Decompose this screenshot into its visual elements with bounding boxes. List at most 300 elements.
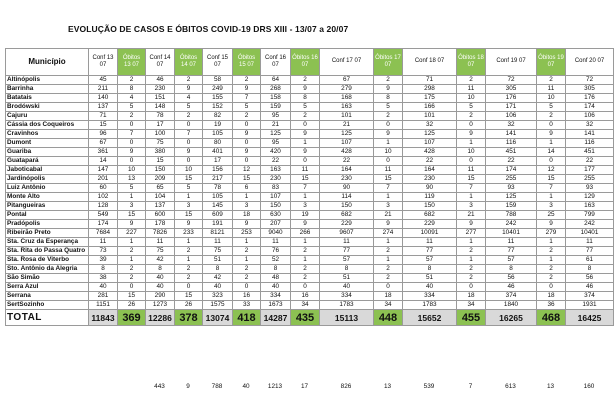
- header-cell: Conf 20 07: [566, 49, 614, 76]
- table-cell: 1151: [89, 301, 118, 310]
- table-cell: 9: [175, 148, 203, 157]
- table-row: [6, 247, 614, 256]
- table-cell: 0: [291, 283, 320, 292]
- table-row: [6, 265, 614, 274]
- table-cell: 174: [89, 220, 118, 229]
- daily-increase-cell: [88, 382, 117, 391]
- table-cell: 76: [261, 247, 291, 256]
- municipio-name: São Simão: [6, 274, 89, 283]
- table-cell: 229: [320, 220, 374, 229]
- table-cell: 5: [457, 103, 486, 112]
- total-cell: 378: [175, 310, 203, 326]
- table-row: [6, 292, 614, 301]
- table-cell: 1: [175, 193, 203, 202]
- daily-increase-cell: 1213: [267, 383, 283, 390]
- table-cell: 0: [537, 157, 566, 166]
- table-cell: 4: [118, 94, 146, 103]
- table-cell: 8: [261, 265, 291, 274]
- table-row: [6, 301, 614, 310]
- table-cell: 1: [118, 193, 146, 202]
- table-cell: 15: [374, 175, 403, 184]
- table-cell: 125: [403, 130, 457, 139]
- municipio-name: Altinópolis: [6, 76, 89, 85]
- table-cell: 3: [291, 202, 320, 211]
- table-cell: 150: [146, 166, 175, 175]
- table-row: [6, 94, 614, 103]
- table-cell: 201: [89, 175, 118, 184]
- table-cell: 799: [566, 211, 614, 220]
- table-cell: 242: [566, 220, 614, 229]
- table-cell: 1: [118, 256, 146, 265]
- table-cell: 0: [118, 283, 146, 292]
- table-cell: 22: [566, 157, 614, 166]
- daily-increase-cell: 443: [154, 383, 165, 390]
- table-cell: 5: [374, 103, 403, 112]
- table-cell: 0: [291, 121, 320, 130]
- table-cell: 39: [89, 256, 118, 265]
- table-cell: 428: [320, 148, 374, 157]
- table-cell: 1: [374, 193, 403, 202]
- municipio-name: Luiz Antônio: [6, 184, 89, 193]
- table-cell: 15: [175, 175, 203, 184]
- table-cell: 1: [118, 238, 146, 247]
- table-cell: 46: [566, 283, 614, 292]
- table-cell: 107: [320, 139, 374, 148]
- table-cell: 15: [89, 121, 118, 130]
- table-cell: 255: [486, 175, 537, 184]
- table-cell: 11: [89, 238, 118, 247]
- table-cell: 9607: [320, 229, 374, 238]
- table-cell: 7826: [146, 229, 175, 238]
- table-cell: 451: [486, 148, 537, 157]
- table-cell: 9: [291, 85, 320, 94]
- table-cell: 75: [146, 247, 175, 256]
- municipio-name: Sta. Rita do Passa Quatro: [6, 247, 89, 256]
- table-row: [6, 211, 614, 220]
- table-cell: 290: [146, 292, 175, 301]
- table-cell: 21: [457, 211, 486, 220]
- table-cell: 2: [457, 265, 486, 274]
- header-cell: Óbitos 19 07: [537, 49, 566, 76]
- table-cell: 8: [118, 85, 146, 94]
- table-cell: 2: [118, 274, 146, 283]
- table-cell: 164: [403, 166, 457, 175]
- table-cell: 57: [486, 256, 537, 265]
- table-cell: 140: [89, 94, 118, 103]
- table-cell: 2: [537, 274, 566, 283]
- table-cell: 15: [291, 175, 320, 184]
- table-cell: 15: [233, 175, 261, 184]
- table-cell: 17: [146, 121, 175, 130]
- table-cell: 0: [118, 139, 146, 148]
- table-cell: 1: [233, 193, 261, 202]
- table-cell: 8: [566, 265, 614, 274]
- table-cell: 40: [203, 283, 233, 292]
- table-cell: 93: [566, 184, 614, 193]
- table-cell: 119: [403, 193, 457, 202]
- header-cell: Conf 19 07: [486, 49, 537, 76]
- table-cell: 1783: [320, 301, 374, 310]
- table-cell: 40: [403, 283, 457, 292]
- table-cell: 2: [291, 247, 320, 256]
- table-cell: 0: [537, 283, 566, 292]
- table-cell: 2: [175, 274, 203, 283]
- municipio-name: Batatais: [6, 94, 89, 103]
- table-cell: 150: [261, 202, 291, 211]
- table-cell: 9: [291, 220, 320, 229]
- table-cell: 141: [566, 130, 614, 139]
- table-cell: 12: [233, 166, 261, 175]
- municipio-name: Jaboticabal: [6, 166, 89, 175]
- table-cell: 2: [374, 274, 403, 283]
- table-cell: 334: [403, 292, 457, 301]
- header-cell: Óbitos 13 07: [118, 49, 146, 76]
- table-cell: 14: [89, 157, 118, 166]
- table-cell: 137: [89, 103, 118, 112]
- table-cell: 11: [261, 238, 291, 247]
- municipio-name: Sta. Cruz da Esperança: [6, 238, 89, 247]
- table-cell: 34: [374, 301, 403, 310]
- table-cell: 3: [374, 202, 403, 211]
- table-cell: 58: [203, 76, 233, 85]
- table-cell: 8: [89, 265, 118, 274]
- table-cell: 163: [320, 103, 374, 112]
- table-cell: 230: [403, 175, 457, 184]
- total-cell: 418: [233, 310, 261, 326]
- table-cell: 4: [175, 94, 203, 103]
- total-cell: 455: [457, 310, 486, 326]
- table-cell: 34: [291, 301, 320, 310]
- table-cell: 150: [403, 202, 457, 211]
- table-cell: 0: [118, 121, 146, 130]
- table-cell: 8: [403, 265, 457, 274]
- table-cell: 9: [233, 130, 261, 139]
- table-cell: 230: [261, 175, 291, 184]
- table-cell: 159: [261, 103, 291, 112]
- table-cell: 1: [374, 256, 403, 265]
- table-cell: 42: [146, 256, 175, 265]
- table-row: [6, 220, 614, 229]
- table-cell: 11: [537, 85, 566, 94]
- table-cell: 11: [374, 166, 403, 175]
- table-cell: 22: [261, 157, 291, 166]
- municipio-name: SertSozinho: [6, 301, 89, 310]
- table-cell: 1: [175, 238, 203, 247]
- table-cell: 32: [403, 121, 457, 130]
- table-cell: 10401: [566, 229, 614, 238]
- table-cell: 56: [486, 274, 537, 283]
- table-cell: 15: [146, 157, 175, 166]
- table-cell: 2: [175, 265, 203, 274]
- total-cell: 14287: [261, 310, 291, 326]
- table-cell: 5: [175, 184, 203, 193]
- table-cell: 230: [146, 85, 175, 94]
- daily-increase-row: [5, 382, 613, 391]
- table-cell: 13: [118, 175, 146, 184]
- table-cell: 78: [146, 112, 175, 121]
- table-row: [6, 103, 614, 112]
- table-cell: 2: [457, 76, 486, 85]
- municipio-name: Brodówski: [6, 103, 89, 112]
- table-cell: 163: [261, 166, 291, 175]
- table-cell: 71: [403, 76, 457, 85]
- table-cell: 9: [175, 220, 203, 229]
- table-cell: 164: [320, 166, 374, 175]
- table-cell: 2: [175, 112, 203, 121]
- table-cell: 2: [233, 265, 261, 274]
- total-cell: 13074: [203, 310, 233, 326]
- table-cell: 1575: [203, 301, 233, 310]
- table-cell: 90: [403, 184, 457, 193]
- table-cell: 145: [203, 202, 233, 211]
- daily-increase-cell: 13: [383, 383, 392, 390]
- table-cell: 19: [203, 121, 233, 130]
- table-cell: 18: [537, 292, 566, 301]
- table-cell: 1: [291, 238, 320, 247]
- table-cell: 2: [291, 274, 320, 283]
- table-cell: 101: [320, 112, 374, 121]
- table-cell: 1673: [261, 301, 291, 310]
- table-cell: 1783: [403, 301, 457, 310]
- table-cell: 1: [291, 139, 320, 148]
- table-cell: 102: [89, 193, 118, 202]
- table-cell: 9: [233, 85, 261, 94]
- header-cell: Conf 15 07: [203, 49, 233, 76]
- table-cell: 5: [118, 103, 146, 112]
- municipio-name: Serra Azul: [6, 283, 89, 292]
- total-cell: 369: [118, 310, 146, 326]
- table-cell: 10091: [403, 229, 457, 238]
- table-cell: 21: [374, 211, 403, 220]
- table-cell: 2: [457, 247, 486, 256]
- table-cell: 107: [261, 193, 291, 202]
- table-row: [6, 229, 614, 238]
- table-cell: 277: [457, 229, 486, 238]
- table-cell: 107: [403, 139, 457, 148]
- table-row: [6, 85, 614, 94]
- header-cell: Conf 13 07: [89, 49, 118, 76]
- table-cell: 279: [320, 85, 374, 94]
- table-cell: 116: [486, 139, 537, 148]
- table-cell: 2: [457, 112, 486, 121]
- municipio-name: Pradópolis: [6, 220, 89, 229]
- table-cell: 3: [175, 202, 203, 211]
- table-cell: 2: [175, 247, 203, 256]
- table-cell: 125: [320, 130, 374, 139]
- table-cell: 174: [486, 166, 537, 175]
- table-cell: 11: [486, 238, 537, 247]
- daily-increase-cell: 7: [468, 383, 473, 390]
- table-cell: 1: [374, 238, 403, 247]
- total-cell: 16425: [566, 310, 614, 326]
- table-cell: 174: [566, 103, 614, 112]
- table-cell: 0: [118, 157, 146, 166]
- table-cell: 2: [374, 265, 403, 274]
- table-cell: 323: [203, 292, 233, 301]
- table-cell: 380: [146, 148, 175, 157]
- table-cell: 159: [486, 202, 537, 211]
- header-cell: Conf 16 07: [261, 49, 291, 76]
- municipio-name: Sto. Antônio da Alegria: [6, 265, 89, 274]
- table-cell: 57: [403, 256, 457, 265]
- table-cell: 156: [203, 166, 233, 175]
- table-cell: 42: [203, 274, 233, 283]
- table-cell: 32: [566, 121, 614, 130]
- table-row: [6, 184, 614, 193]
- table-cell: 0: [291, 157, 320, 166]
- table-cell: 9: [233, 148, 261, 157]
- table-cell: 175: [403, 94, 457, 103]
- table-cell: 40: [320, 283, 374, 292]
- table-cell: 11: [403, 238, 457, 247]
- total-cell: 15113: [320, 310, 374, 326]
- table-cell: 168: [320, 94, 374, 103]
- table-cell: 2: [537, 112, 566, 121]
- header-cell: Óbitos 17 07: [374, 49, 403, 76]
- table-cell: 249: [203, 85, 233, 94]
- table-cell: 16: [291, 292, 320, 301]
- table-cell: 7: [537, 184, 566, 193]
- table-cell: 7684: [89, 229, 118, 238]
- table-cell: 9: [118, 220, 146, 229]
- table-row: [6, 283, 614, 292]
- table-cell: 2: [291, 112, 320, 121]
- table-cell: 11: [291, 166, 320, 175]
- table-cell: 125: [261, 130, 291, 139]
- table-row: [6, 130, 614, 139]
- table-cell: 61: [566, 256, 614, 265]
- table-cell: 171: [486, 103, 537, 112]
- daily-increase-cell: 13: [546, 383, 555, 390]
- table-cell: 334: [320, 292, 374, 301]
- table-cell: 77: [486, 247, 537, 256]
- table-cell: 25: [537, 211, 566, 220]
- header-cell: Conf 18 07: [403, 49, 457, 76]
- table-cell: 141: [486, 130, 537, 139]
- table-cell: 51: [320, 274, 374, 283]
- table-cell: 7: [457, 184, 486, 193]
- table-cell: 428: [403, 148, 457, 157]
- table-cell: 9: [457, 130, 486, 139]
- table-cell: 101: [403, 112, 457, 121]
- table-cell: 268: [261, 85, 291, 94]
- table-cell: 0: [374, 121, 403, 130]
- table-cell: 374: [566, 292, 614, 301]
- table-cell: 9: [175, 85, 203, 94]
- daily-increase-cell: [117, 382, 145, 391]
- table-cell: 19: [291, 211, 320, 220]
- table-cell: 6: [233, 184, 261, 193]
- table-cell: 3: [118, 202, 146, 211]
- table-cell: 1: [457, 193, 486, 202]
- total-label: TOTAL: [6, 310, 89, 326]
- table-cell: 15: [175, 211, 203, 220]
- total-cell: 468: [537, 310, 566, 326]
- table-cell: 11: [203, 238, 233, 247]
- municipio-name: Cravinhos: [6, 130, 89, 139]
- table-cell: 34: [457, 301, 486, 310]
- table-cell: 16: [233, 292, 261, 301]
- table-cell: 106: [486, 112, 537, 121]
- table-cell: 40: [261, 283, 291, 292]
- table-cell: 155: [203, 94, 233, 103]
- table-cell: 0: [457, 157, 486, 166]
- table-cell: 9: [537, 130, 566, 139]
- table-cell: 0: [175, 157, 203, 166]
- header-cell: Óbitos 16 07: [291, 49, 320, 76]
- table-cell: 600: [146, 211, 175, 220]
- table-row: [6, 166, 614, 175]
- table-cell: 83: [261, 184, 291, 193]
- table-cell: 230: [320, 175, 374, 184]
- table-cell: 266: [291, 229, 320, 238]
- table-cell: 8: [320, 265, 374, 274]
- table-cell: 1273: [146, 301, 175, 310]
- table-cell: 18: [457, 292, 486, 301]
- municipio-name: Pitangueiras: [6, 202, 89, 211]
- table-cell: 2: [233, 274, 261, 283]
- table-cell: 105: [203, 130, 233, 139]
- table-cell: 2: [118, 265, 146, 274]
- table-cell: 15: [118, 292, 146, 301]
- table-cell: 8: [146, 265, 175, 274]
- table-cell: 17: [203, 157, 233, 166]
- table-cell: 682: [403, 211, 457, 220]
- table-row: [6, 202, 614, 211]
- table-cell: 0: [233, 121, 261, 130]
- table-cell: 177: [566, 166, 614, 175]
- table-cell: 7: [118, 130, 146, 139]
- table-cell: 158: [261, 94, 291, 103]
- municipio-name: Pontal: [6, 211, 89, 220]
- table-cell: 227: [118, 229, 146, 238]
- table-cell: 2: [374, 76, 403, 85]
- table-cell: 73: [89, 247, 118, 256]
- foot-spacer: [5, 382, 88, 391]
- municipio-name: Jardinópolis: [6, 175, 89, 184]
- municipio-name: Guatapará: [6, 157, 89, 166]
- table-cell: 9: [291, 130, 320, 139]
- table-cell: 75: [203, 247, 233, 256]
- table-cell: 2: [118, 76, 146, 85]
- table-cell: 22: [486, 157, 537, 166]
- table-cell: 114: [320, 193, 374, 202]
- table-cell: 549: [89, 211, 118, 220]
- table-cell: 2: [118, 112, 146, 121]
- table-cell: 334: [261, 292, 291, 301]
- table-cell: 274: [374, 229, 403, 238]
- table-cell: 26: [175, 301, 203, 310]
- table-cell: 2: [374, 247, 403, 256]
- table-cell: 1931: [566, 301, 614, 310]
- table-cell: 100: [146, 130, 175, 139]
- header-cell: Óbitos 14 07: [175, 49, 203, 76]
- table-cell: 96: [89, 130, 118, 139]
- table-cell: 361: [89, 148, 118, 157]
- municipio-name: Dumont: [6, 139, 89, 148]
- table-cell: 10: [537, 94, 566, 103]
- table-cell: 374: [486, 292, 537, 301]
- table-cell: 0: [537, 121, 566, 130]
- table-cell: 3: [457, 202, 486, 211]
- table-row: [6, 157, 614, 166]
- table-cell: 451: [566, 148, 614, 157]
- table-cell: 5: [291, 103, 320, 112]
- table-cell: 2: [233, 76, 261, 85]
- table-cell: 22: [320, 157, 374, 166]
- table-cell: 9: [374, 130, 403, 139]
- table-cell: 15: [537, 175, 566, 184]
